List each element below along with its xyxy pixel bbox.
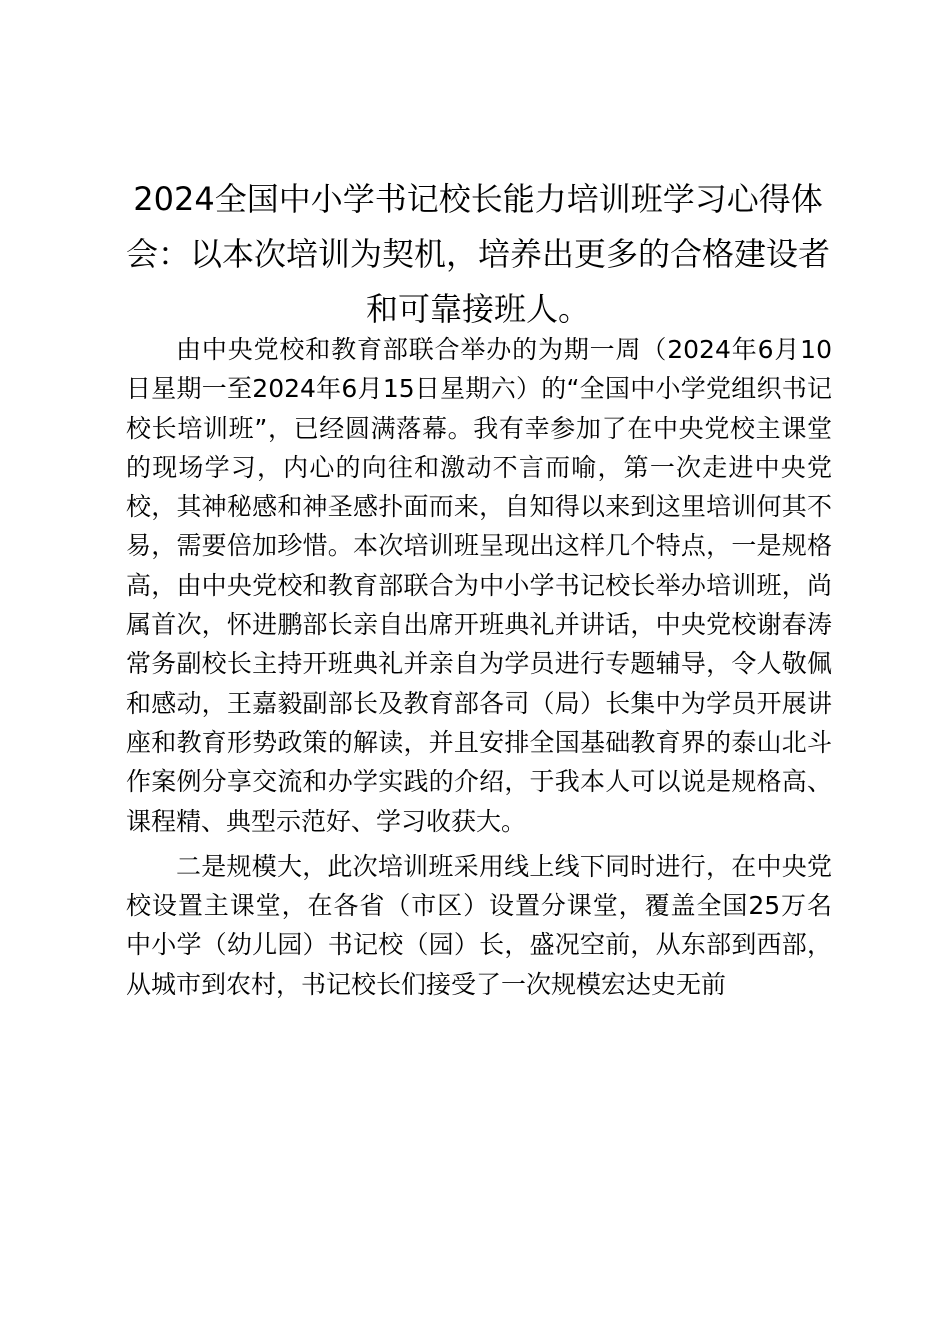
paragraph-1: 由中央党校和教育部联合举办的为期一周（2024年6月10日星期一至2024年6月15日星期六）的“全国中小学党组织书记校长培训班”，已经圆满落幕。我有幸参加了在中央党校主课堂的现场学习，内心的向往和激动不言而喻，第一次走进中央党校，其神秘感和神圣感扑面而来，自知得以来到这里培训何其不易，需要倍加珍惜。本次培训班呈现出这样几个特点，一是规格高，由中央党校和教育部联合为中小学书记校长举办培训班，尚属首次，怀进鹏部长亲自出席开班典礼并讲话，中央党校谢春涛常务副校长主持开班典礼并亲自为学员进行专题辅导，令人敬佩和感动，王嘉毅副部长及教育部各司（局）长集中为学员开展讲座和教育形势政策的解读，并且安排全国基础教育界的泰山北斗作案例分享交流和办学实践的介绍，于我本人可以说是规格高、课程精、典型示范好、学习收获大。: [126, 335, 832, 836]
document-body: [126, 330, 832, 1010]
paragraph-2: 二是规模大，此次培训班采用线上线下同时进行，在中央党校设置主课堂，在各省（市区）设置分课堂，覆盖全国25万名中小学（幼儿园）书记校（园）长，盛况空前，从东部到西部，从城市到农村，书记校长们接受了一次规模宏达史无前: [126, 851, 832, 999]
document-title: 2024全国中小学书记校长能力培训班学习心得体会：以本次培训为契机，培养出更多的合格建设者和可靠接班人。: [125, 180, 830, 328]
